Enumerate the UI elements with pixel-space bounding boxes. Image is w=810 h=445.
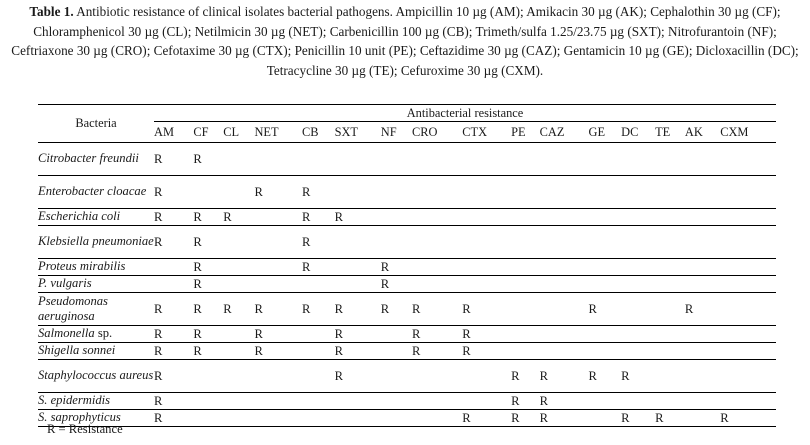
resistance-cell: R (621, 410, 655, 427)
table-row (38, 143, 776, 176)
resistance-cell (335, 259, 381, 276)
resistance-cell (462, 226, 511, 259)
resistance-cell (685, 393, 720, 410)
resistance-cell: R (254, 326, 302, 343)
resistance-cell (589, 209, 622, 226)
resistance-cell: R (462, 326, 511, 343)
column-header-ge: GE (589, 122, 622, 143)
resistance-cell (462, 393, 511, 410)
table-body (38, 143, 776, 427)
resistance-cell: R (335, 209, 381, 226)
resistance-cell (254, 259, 302, 276)
resistance-cell (254, 393, 302, 410)
resistance-cell (223, 360, 254, 393)
resistance-cell (412, 226, 462, 259)
resistance-cell (685, 360, 720, 393)
resistance-cell (335, 176, 381, 209)
resistance-cell (302, 360, 335, 393)
resistance-cell (511, 143, 540, 176)
resistance-cell (720, 293, 776, 326)
resistance-cell (462, 143, 511, 176)
resistance-cell (621, 226, 655, 259)
resistance-cell (685, 226, 720, 259)
resistance-cell: R (655, 410, 685, 427)
bacteria-name (38, 293, 154, 326)
resistance-cell (720, 259, 776, 276)
resistance-cell (720, 226, 776, 259)
resistance-cell (302, 343, 335, 360)
resistance-cell: R (223, 293, 254, 326)
resistance-cell: R (193, 209, 223, 226)
resistance-cell (223, 226, 254, 259)
resistance-cell (720, 276, 776, 293)
resistance-cell (540, 143, 589, 176)
resistance-cell (685, 259, 720, 276)
resistance-cell (412, 393, 462, 410)
resistance-cell (540, 226, 589, 259)
resistance-cell: R (302, 226, 335, 259)
bacteria-name-text: Staphylococcus aureus (38, 368, 154, 383)
resistance-cell (621, 343, 655, 360)
bacteria-name (38, 326, 154, 343)
resistance-cell (621, 209, 655, 226)
resistance-cell: R (720, 410, 776, 427)
resistance-cell (720, 393, 776, 410)
resistance-cell (589, 276, 622, 293)
table-row (38, 393, 776, 410)
resistance-cell (335, 226, 381, 259)
resistance-cell: R (302, 176, 335, 209)
resistance-cell (589, 410, 622, 427)
bacteria-name (38, 259, 154, 276)
resistance-cell: R (462, 293, 511, 326)
column-header-sxt: SXT (335, 122, 381, 143)
table-row (38, 209, 776, 226)
resistance-cell (381, 226, 412, 259)
resistance-cell (720, 209, 776, 226)
resistance-cell: R (302, 209, 335, 226)
resistance-cell: R (154, 393, 193, 410)
resistance-cell (381, 326, 412, 343)
column-header-net: NET (254, 122, 302, 143)
resistance-cell (720, 176, 776, 209)
resistance-cell: R (412, 293, 462, 326)
resistance-cell (302, 276, 335, 293)
resistance-cell (589, 393, 622, 410)
resistance-cell (655, 293, 685, 326)
resistance-cell (412, 360, 462, 393)
resistance-cell: R (154, 293, 193, 326)
resistance-cell: R (589, 293, 622, 326)
resistance-cell (540, 293, 589, 326)
antibacterial-resistance-header: Antibacterial resistance (154, 105, 776, 122)
bacteria-name-text: Shigella sonnei (38, 343, 116, 358)
resistance-cell (193, 393, 223, 410)
resistance-cell (589, 176, 622, 209)
column-header-dc: DC (621, 122, 655, 143)
caption-label: Table 1. (29, 4, 74, 19)
resistance-cell (223, 276, 254, 293)
resistance-cell: R (193, 276, 223, 293)
resistance-cell: R (381, 259, 412, 276)
resistance-cell (223, 326, 254, 343)
resistance-cell: R (254, 343, 302, 360)
resistance-cell (302, 393, 335, 410)
resistance-cell (254, 226, 302, 259)
bacteria-name-text: Escherichia coli (38, 209, 121, 224)
resistance-cell (621, 293, 655, 326)
resistance-cell (412, 276, 462, 293)
resistance-cell: R (302, 293, 335, 326)
table-row (38, 410, 776, 427)
resistance-cell (655, 176, 685, 209)
table-row (38, 276, 776, 293)
resistance-cell (589, 143, 622, 176)
table-row (38, 176, 776, 209)
resistance-cell (511, 176, 540, 209)
bacteria-name-text: S. saprophyticus (38, 410, 121, 425)
resistance-cell (302, 143, 335, 176)
resistance-cell: R (254, 293, 302, 326)
resistance-cell: R (412, 326, 462, 343)
resistance-cell (540, 259, 589, 276)
resistance-cell: R (193, 226, 223, 259)
resistance-cell: R (335, 360, 381, 393)
resistance-cell: R (193, 293, 223, 326)
resistance-cell (589, 259, 622, 276)
resistance-cell (254, 276, 302, 293)
resistance-cell (462, 259, 511, 276)
resistance-cell: R (154, 226, 193, 259)
resistance-cell (462, 276, 511, 293)
resistance-cell (621, 259, 655, 276)
resistance-cell: R (302, 259, 335, 276)
resistance-cell (223, 143, 254, 176)
footnote: R = Resistance (47, 422, 123, 436)
resistance-cell (720, 343, 776, 360)
bacteria-name (38, 176, 154, 209)
resistance-cell: R (154, 176, 193, 209)
table-row (38, 226, 776, 259)
resistance-cell (412, 143, 462, 176)
bacteria-name-text: P. vulgaris (38, 276, 92, 291)
resistance-cell (720, 360, 776, 393)
resistance-cell (511, 209, 540, 226)
column-header-ctx: CTX (462, 122, 511, 143)
resistance-cell (621, 326, 655, 343)
resistance-cell (655, 209, 685, 226)
resistance-cell: R (335, 343, 381, 360)
resistance-cell (685, 143, 720, 176)
resistance-cell (335, 393, 381, 410)
resistance-cell: R (381, 276, 412, 293)
resistance-cell (193, 360, 223, 393)
resistance-cell (412, 209, 462, 226)
resistance-cell (511, 259, 540, 276)
resistance-cell (511, 226, 540, 259)
resistance-cell (223, 393, 254, 410)
resistance-cell (589, 326, 622, 343)
resistance-cell: R (254, 176, 302, 209)
bacteria-name-text: Klebsiella pneumoniae (38, 234, 154, 249)
resistance-cell (412, 259, 462, 276)
resistance-cell (254, 410, 302, 427)
resistance-cell (381, 410, 412, 427)
table-row (38, 293, 776, 326)
column-header-am: AM (154, 122, 193, 143)
resistance-cell: R (540, 360, 589, 393)
resistance-cell: R (193, 259, 223, 276)
bacteria-column-header: Bacteria (38, 105, 154, 143)
resistance-cell (193, 176, 223, 209)
column-header-nf: NF (381, 122, 412, 143)
resistance-cell (589, 343, 622, 360)
resistance-cell (685, 326, 720, 343)
resistance-cell: R (154, 209, 193, 226)
resistance-cell: R (511, 410, 540, 427)
resistance-cell (621, 276, 655, 293)
column-header-te: TE (655, 122, 685, 143)
bacteria-name (38, 226, 154, 259)
table-row (38, 360, 776, 393)
resistance-cell (223, 259, 254, 276)
resistance-cell (381, 209, 412, 226)
bacteria-name (38, 276, 154, 293)
resistance-cell: R (335, 293, 381, 326)
resistance-cell (381, 343, 412, 360)
resistance-cell (540, 276, 589, 293)
resistance-cell (655, 143, 685, 176)
resistance-cell: R (685, 293, 720, 326)
resistance-cell: R (621, 360, 655, 393)
resistance-cell (381, 176, 412, 209)
resistance-cell (540, 176, 589, 209)
resistance-cell (412, 410, 462, 427)
resistance-cell (381, 360, 412, 393)
resistance-cell: R (193, 143, 223, 176)
resistance-cell: R (154, 360, 193, 393)
resistance-cell: R (193, 343, 223, 360)
bacteria-name-text: Pseudomonas aeruginosa (38, 293, 108, 323)
resistance-cell (511, 276, 540, 293)
column-header-ak: AK (685, 122, 720, 143)
resistance-cell: R (462, 343, 511, 360)
resistance-cell: R (511, 393, 540, 410)
column-header-cxm: CXM (720, 122, 776, 143)
bacteria-name-text: S. epidermidis (38, 393, 111, 408)
table-row (38, 259, 776, 276)
resistance-cell (655, 360, 685, 393)
resistance-cell (462, 209, 511, 226)
resistance-cell (223, 176, 254, 209)
bacteria-name-text: Salmonella (38, 326, 95, 341)
resistance-cell (302, 410, 335, 427)
resistance-cell (381, 143, 412, 176)
resistance-table (38, 104, 776, 427)
resistance-cell (655, 343, 685, 360)
resistance-cell: R (511, 360, 540, 393)
resistance-cell: R (154, 326, 193, 343)
resistance-cell (381, 393, 412, 410)
column-header-cl: CL (223, 122, 254, 143)
resistance-cell (302, 326, 335, 343)
bacteria-name-suffix: sp. (94, 326, 113, 341)
resistance-cell: R (540, 393, 589, 410)
resistance-cell (154, 259, 193, 276)
column-header-cb: CB (302, 122, 335, 143)
resistance-cell (254, 143, 302, 176)
table-row (38, 343, 776, 360)
resistance-cell (655, 326, 685, 343)
resistance-cell (720, 326, 776, 343)
resistance-cell (511, 326, 540, 343)
bacteria-name-text: Proteus mirabilis (38, 259, 126, 274)
resistance-cell: R (154, 343, 193, 360)
resistance-cell (685, 209, 720, 226)
resistance-cell (685, 343, 720, 360)
resistance-cell (621, 176, 655, 209)
resistance-cell (335, 410, 381, 427)
resistance-cell (655, 259, 685, 276)
resistance-cell: R (154, 143, 193, 176)
resistance-cell (335, 276, 381, 293)
resistance-cell (223, 410, 254, 427)
bacteria-name (38, 143, 154, 176)
resistance-cell: R (223, 209, 254, 226)
resistance-cell (254, 209, 302, 226)
resistance-cell (540, 326, 589, 343)
resistance-cell: R (335, 326, 381, 343)
bacteria-name (38, 393, 154, 410)
resistance-cell (720, 143, 776, 176)
resistance-cell (685, 176, 720, 209)
resistance-cell (655, 276, 685, 293)
resistance-cell: R (589, 360, 622, 393)
resistance-cell (412, 176, 462, 209)
bacteria-name (38, 209, 154, 226)
resistance-cell (540, 343, 589, 360)
resistance-cell (462, 176, 511, 209)
column-header-cf: CF (193, 122, 223, 143)
caption-text: Antibiotic resistance of clinical isolates bacterial pathogens. Ampicillin 10 µg (AM); Amikacin 30 µg (AK); Cephalothin 30 µg (CF); Chloramphenicol 30 µg (CL); Netilmicin 30 µg (NET); Carbenicillin 100 µg (CB); Trimeth/sulfa 1.25/23.75 µg (SXT); Nitrofurantoin (NF); Ceftriaxone 30 µg (CRO); Cefotaxime 30 µg (CTX); Penicillin 10 unit (PE); Ceftazidime 30 µg (CAZ); Gentamicin 10 µg (GE); Dicloxacillin (DC); Tetracycline 30 µg (TE); Cefuroxime 30 µg (CXM). (11, 4, 799, 78)
resistance-cell (685, 410, 720, 427)
resistance-cell (621, 143, 655, 176)
resistance-cell: R (412, 343, 462, 360)
resistance-cell (589, 226, 622, 259)
table-caption (4, 2, 806, 80)
resistance-cell (511, 293, 540, 326)
bacteria-name-text: Enterobacter cloacae (38, 184, 147, 199)
resistance-cell (193, 410, 223, 427)
column-header-cro: CRO (412, 122, 462, 143)
resistance-cell: R (381, 293, 412, 326)
resistance-cell: R (154, 410, 193, 427)
resistance-cell (621, 393, 655, 410)
resistance-cell: R (193, 326, 223, 343)
resistance-cell (254, 360, 302, 393)
resistance-cell (685, 276, 720, 293)
resistance-cell (655, 226, 685, 259)
bacteria-name (38, 360, 154, 393)
bacteria-name (38, 343, 154, 360)
resistance-cell (511, 343, 540, 360)
resistance-cell (223, 343, 254, 360)
resistance-cell: R (462, 410, 511, 427)
resistance-cell (335, 143, 381, 176)
column-header-caz: CAZ (540, 122, 589, 143)
table-row (38, 326, 776, 343)
resistance-cell (655, 393, 685, 410)
bacteria-name-text: Citrobacter freundii (38, 151, 139, 166)
resistance-cell: R (540, 410, 589, 427)
resistance-cell (154, 276, 193, 293)
column-header-pe: PE (511, 122, 540, 143)
resistance-cell (462, 360, 511, 393)
resistance-cell (540, 209, 589, 226)
